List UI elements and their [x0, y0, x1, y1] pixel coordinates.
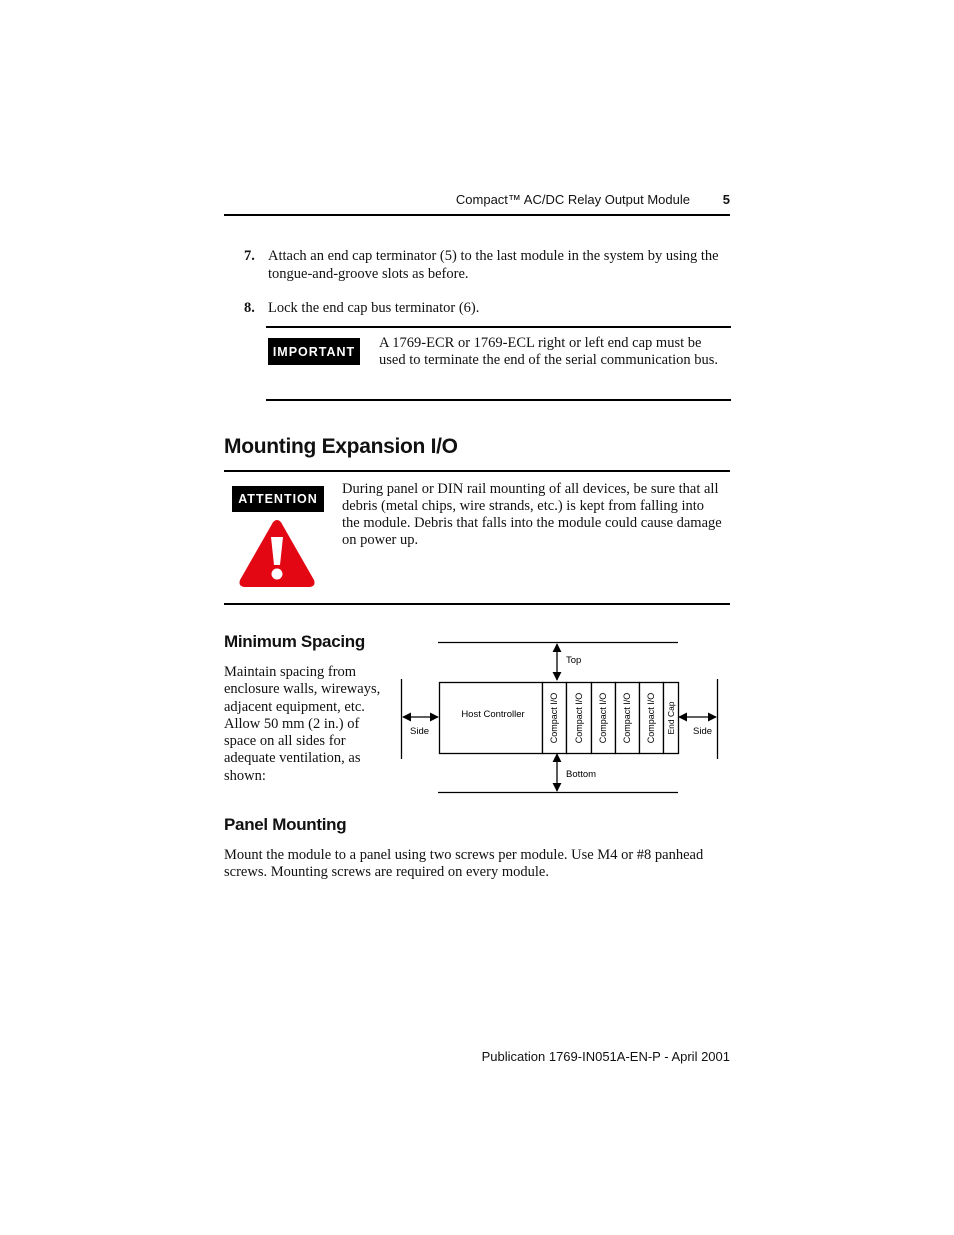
attention-badge: ATTENTION — [232, 486, 324, 512]
left-side-label: Side — [410, 726, 430, 737]
module-label-3: Compact I/O — [598, 692, 608, 744]
important-badge: IMPORTANT — [268, 338, 360, 365]
module-label-4: Compact I/O — [622, 692, 632, 744]
section-rule — [224, 470, 730, 472]
host-controller-label: Host Controller — [461, 709, 525, 720]
step-text: Attach an end cap terminator (5) to the last module in the system by using the tongue-and-groove slots as before. — [268, 248, 719, 282]
header-rule — [224, 214, 730, 216]
spacing-diagram — [396, 636, 726, 798]
minimum-spacing-text: Maintain spacing from enclosure walls, wireways, adjacent equipment, etc. Allow 50 mm (2 in.) of space on all sides for adequate ventilation, as shown: — [224, 664, 381, 784]
step-number: 7. — [244, 248, 255, 264]
step-text: Lock the end cap bus terminator (6). — [268, 300, 480, 316]
running-header-title: Compact™ AC/DC Relay Output Module — [455, 192, 690, 207]
section-title: Mounting Expansion I/O — [224, 435, 458, 458]
step-number: 8. — [244, 300, 255, 316]
top-label: Top — [566, 655, 582, 666]
module-label-5: Compact I/O — [646, 692, 656, 744]
module-label-1: Compact I/O — [549, 692, 559, 744]
publication-footer: Publication 1769-IN051A-EN-P - April 2001 — [481, 1049, 730, 1064]
panel-mounting-text: Mount the module to a panel using two screws per module. Use M4 or #8 panhead screws. Mounting screws are required on every module. — [224, 847, 704, 881]
minimum-spacing-title: Minimum Spacing — [224, 632, 365, 651]
right-side-label: Side — [693, 726, 713, 737]
step-8 — [244, 299, 734, 317]
attention-bottom-rule — [224, 603, 730, 605]
attention-text: During panel or DIN rail mounting of all devices, be sure that all debris (metal chips, wire strands, etc.) is kept from falling into the module. Debris that falls into the module could cause damage on power up. — [342, 481, 722, 548]
important-text: A 1769-ECR or 1769-ECL right or left end cap must be used to terminate the end of the serial communication bus. — [379, 335, 719, 368]
exclamation-dot — [272, 569, 283, 580]
end-cap-label: End Cap — [666, 701, 676, 735]
page-number: 5 — [722, 192, 730, 207]
important-top-rule — [266, 326, 731, 328]
module-label-2: Compact I/O — [574, 692, 584, 744]
bottom-label: Bottom — [566, 769, 597, 780]
warning-exclamation-icon — [236, 516, 318, 590]
step-7 — [244, 247, 734, 283]
panel-mounting-title: Panel Mounting — [224, 815, 347, 834]
important-bottom-rule — [266, 399, 731, 401]
